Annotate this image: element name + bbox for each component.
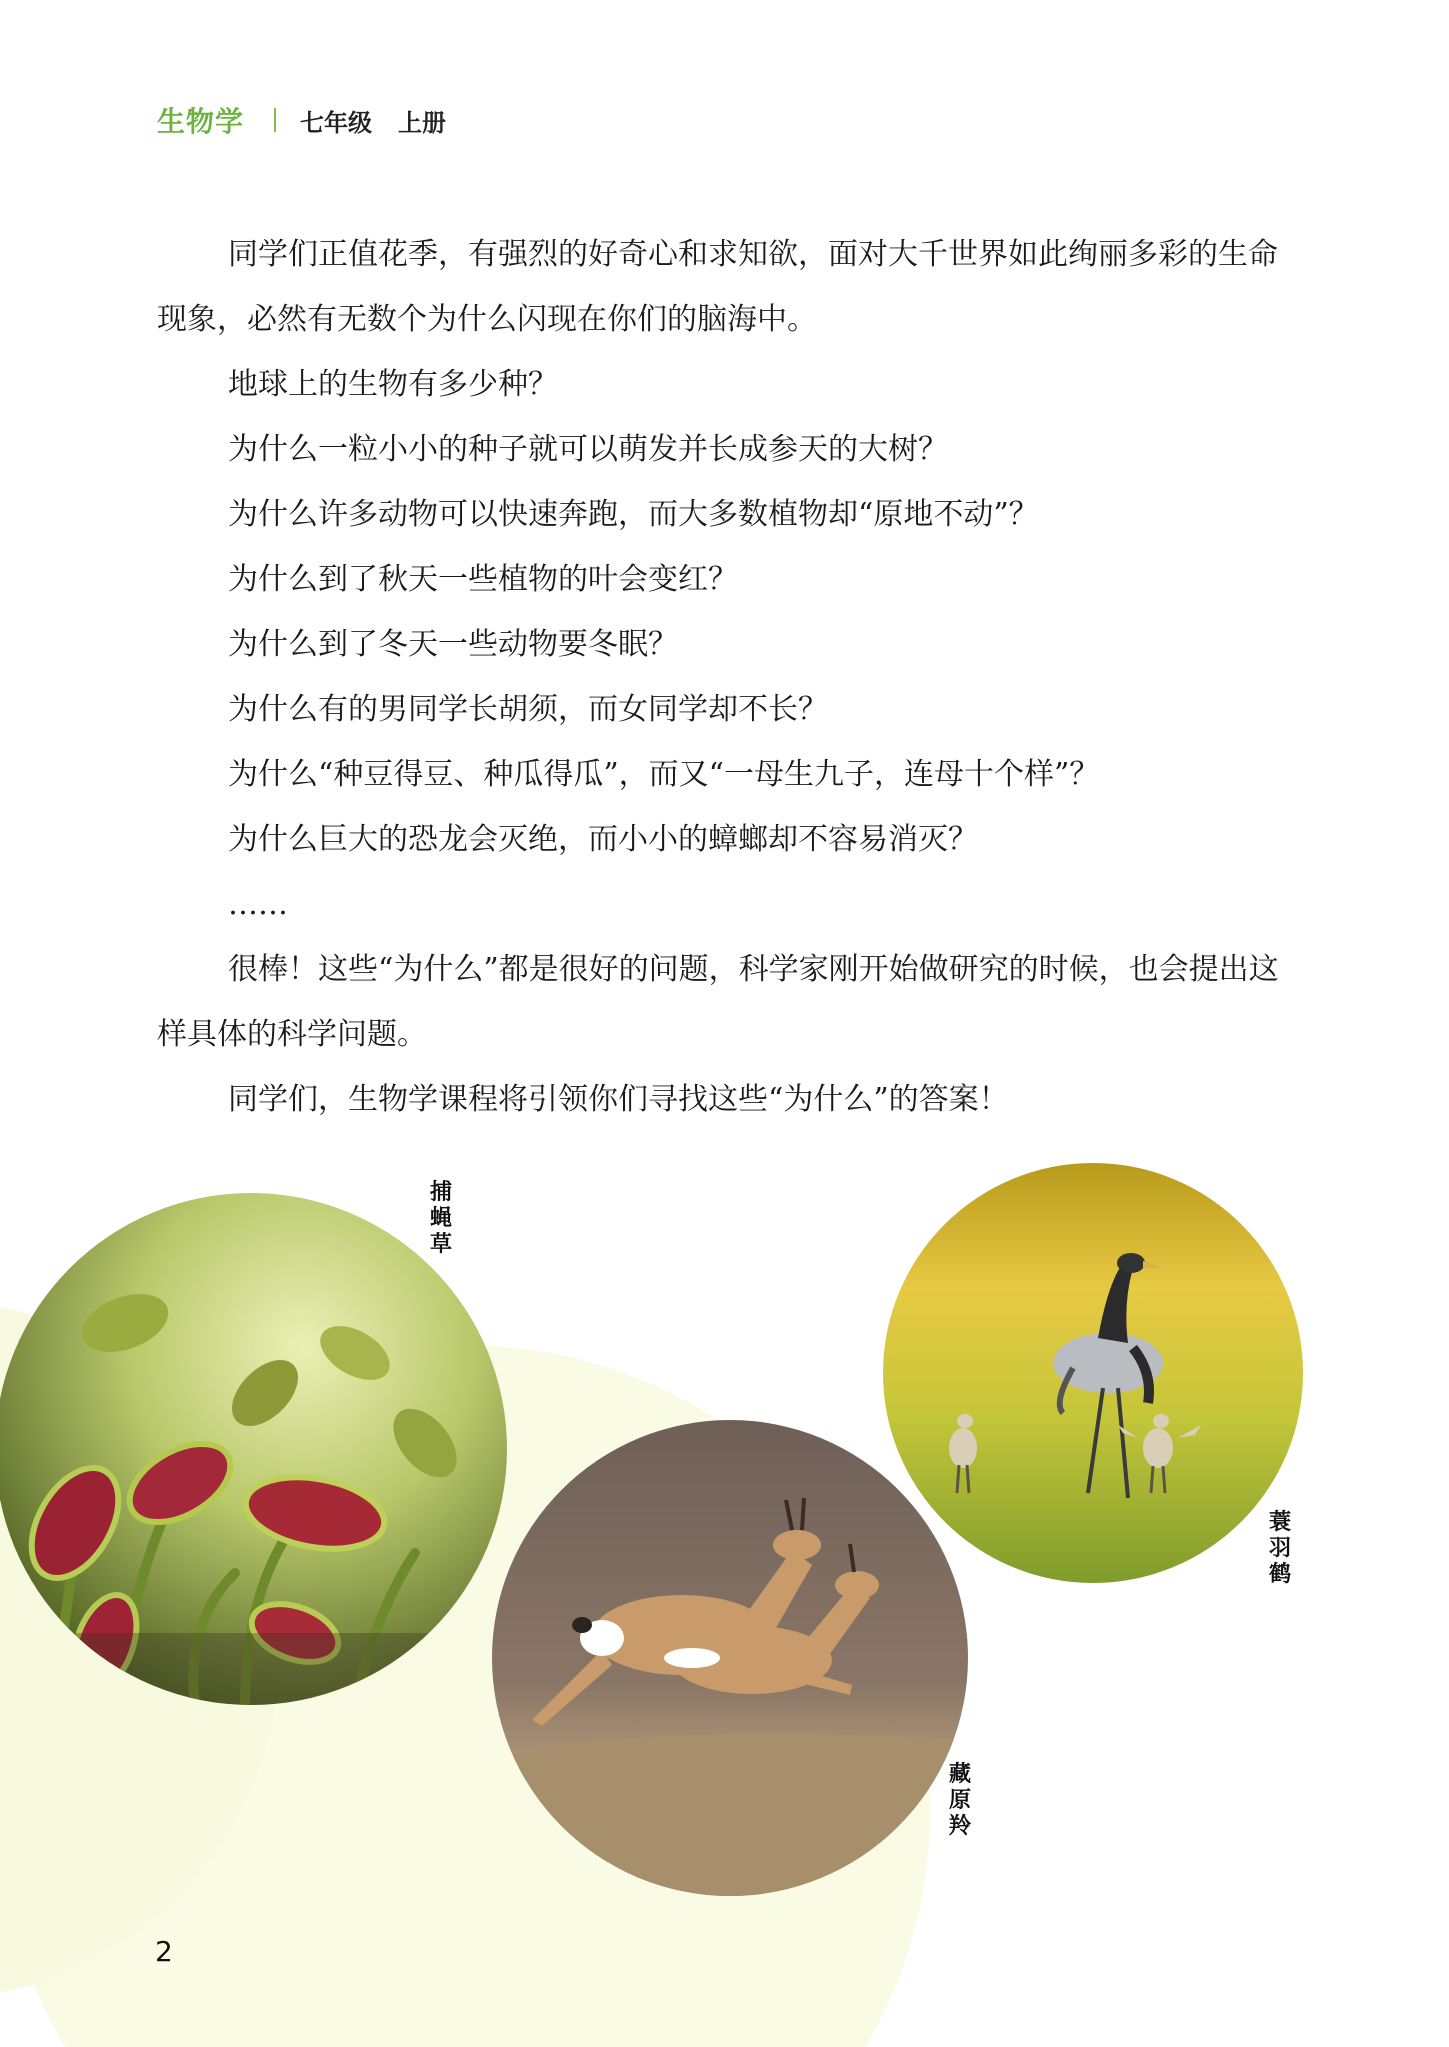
question: 为什么许多动物可以快速奔跑，而大多数植物却“原地不动”？: [228, 497, 1039, 532]
book-title: 生物学: [157, 105, 245, 138]
page-header: [157, 100, 446, 140]
question: 为什么到了冬天一些动物要冬眠？: [228, 627, 678, 662]
demoiselle-crane-photo: [883, 1163, 1303, 1583]
paragraph: 同学们，生物学课程将引领你们寻找这些“为什么”的答案！: [228, 1082, 1009, 1117]
header-divider: [274, 108, 276, 132]
question: 为什么“种豆得豆、种瓜得瓜”，而又“一母生九子，连母十个样”？: [228, 757, 1100, 792]
paragraph: 同学们正值花季，有强烈的好奇心和求知欲，面对大千世界如此绚丽多彩的生命现象，必然有无数个为什么闪现在你们的脑海中。: [157, 237, 1278, 337]
question: 为什么巨大的恐龙会灭绝，而小小的蟑螂却不容易消灭？: [228, 822, 978, 857]
question: 地球上的生物有多少种？: [228, 367, 558, 402]
question: 为什么到了秋天一些植物的叶会变红？: [228, 562, 738, 597]
caption-demoiselle-crane: 蓑羽鹤: [1268, 1510, 1291, 1587]
question: 为什么一粒小小的种子就可以萌发并长成参天的大树？: [228, 432, 948, 467]
caption-venus-flytrap: 捕蝇草: [429, 1180, 452, 1257]
question: 为什么有的男同学长胡须，而女同学却不长？: [228, 692, 828, 727]
caption-tibetan-gazelle: 藏原羚: [948, 1762, 971, 1839]
grade-label: 七年级: [300, 108, 373, 137]
tibetan-gazelle-photo: [492, 1420, 968, 1896]
volume-label: 上册: [398, 108, 447, 137]
page-number: 2: [155, 1935, 173, 1968]
venus-flytrap-photo: [0, 1193, 507, 1705]
ellipsis: ……: [228, 887, 288, 922]
paragraph: 很棒！这些“为什么”都是很好的问题，科学家刚开始做研究的时候，也会提出这样具体的科学问题。: [157, 952, 1279, 1052]
intro-text: [157, 222, 1297, 1132]
